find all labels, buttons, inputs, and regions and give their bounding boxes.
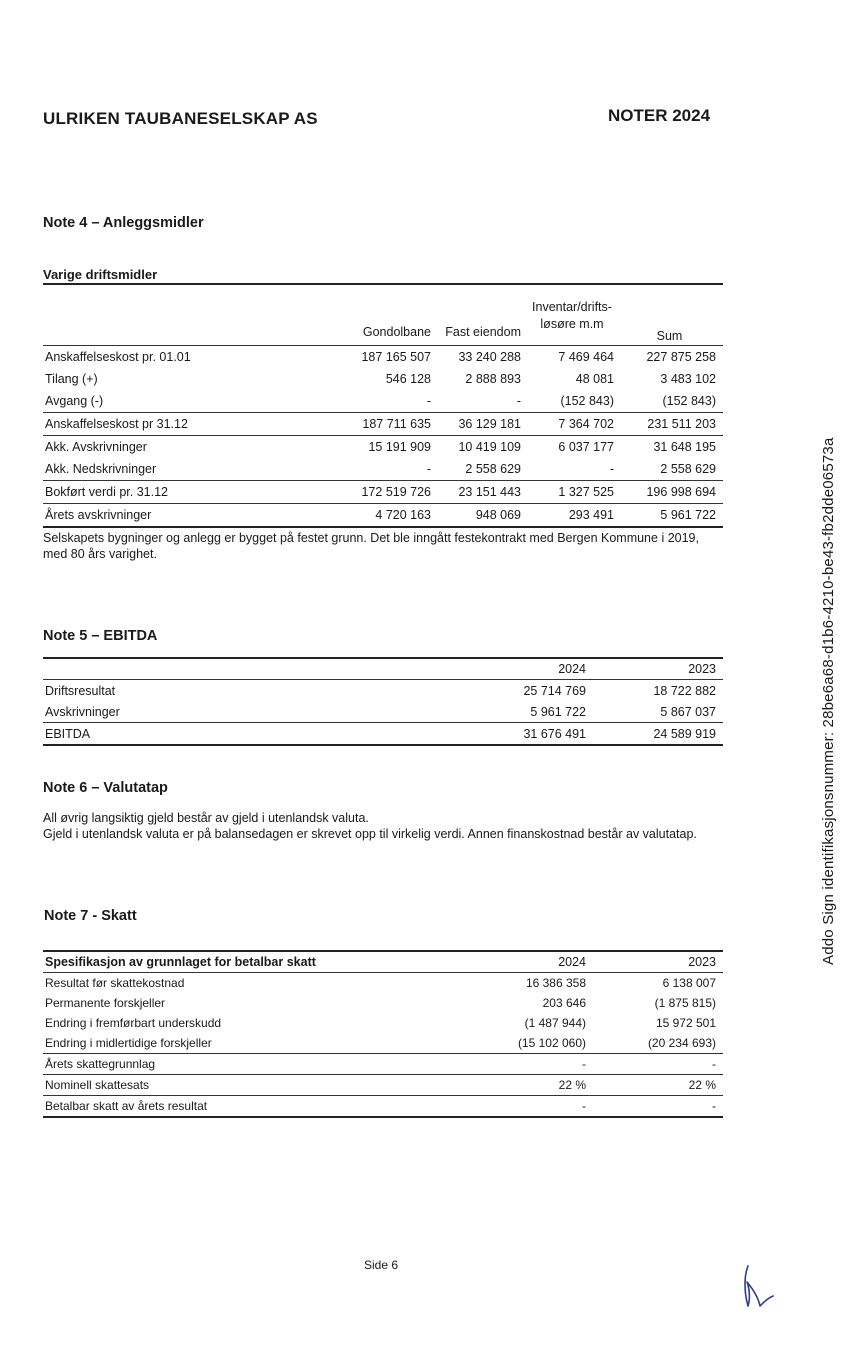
cell-value: 24 589 919 xyxy=(593,723,723,746)
cell-value: 48 081 xyxy=(575,372,614,386)
row-label: Akk. Nedskrivninger xyxy=(45,462,157,476)
cell-value: 16 386 358 xyxy=(463,973,593,994)
cell-value: 23 151 443 xyxy=(438,481,528,504)
table-row xyxy=(43,436,723,459)
table-row xyxy=(43,458,723,481)
ebitda-table xyxy=(43,657,723,746)
table-row xyxy=(43,973,723,994)
cell-value: 6 138 007 xyxy=(593,973,723,994)
cell-value: 546 128 xyxy=(385,372,431,386)
cell-value: (1 875 815) xyxy=(654,996,716,1010)
fixed-assets-table xyxy=(43,283,723,528)
note4-subtitle: Varige driftsmidler xyxy=(43,267,158,282)
note4-paragraph: Selskapets bygninger og anlegg er bygget på festet grunn. Det ble inngått festekontrakt med Bergen Kommune i 2019, med 80 års varighet. xyxy=(43,531,699,561)
cell-value: 22 % xyxy=(463,1075,593,1096)
cell-value: 10 419 109 xyxy=(438,436,528,459)
cell-value: 196 998 694 xyxy=(621,481,723,504)
note7-title: Note 7 - Skatt xyxy=(44,908,137,924)
cell-value: 36 129 181 xyxy=(438,413,528,436)
row-label: Endring i midlertidige forskjeller xyxy=(45,1036,212,1050)
col-header: 2024 xyxy=(463,951,593,973)
row-label: Akk. Avskrivninger xyxy=(43,436,313,459)
col-header: Sum xyxy=(621,284,723,346)
cell-value: - xyxy=(609,462,614,476)
table-row xyxy=(43,680,723,702)
cell-value: 2 888 893 xyxy=(465,372,521,386)
cell-value: - xyxy=(593,1096,723,1118)
note6-line2: Gjeld i utenlandsk valuta er på balansedagen er skrevet opp til virkelig verdi. Annen finanskostnad består av valutatap. xyxy=(43,827,697,841)
table-row xyxy=(43,390,723,413)
cell-value: 187 711 635 xyxy=(313,413,438,436)
row-label: Permanente forskjeller xyxy=(45,996,166,1010)
table-row xyxy=(43,1096,723,1118)
cell-value: 15 191 909 xyxy=(313,436,438,459)
col-header: Fast eiendom xyxy=(438,284,528,346)
row-label: Tilang (+) xyxy=(45,372,98,386)
cell-value: 948 069 xyxy=(438,504,528,528)
cell-value: (15 102 060) xyxy=(517,1036,586,1050)
cell-value: 2 558 629 xyxy=(465,462,521,476)
row-label: Årets avskrivninger xyxy=(43,504,313,528)
row-label: Avskrivninger xyxy=(45,704,120,719)
row-label: Betalbar skatt av årets resultat xyxy=(43,1096,463,1118)
cell-value: 7 364 702 xyxy=(528,413,621,436)
cell-value: 31 676 491 xyxy=(463,723,593,746)
col-header: Inventar/drifts- løsøre m.m xyxy=(528,284,621,346)
col-header: Gondolbane xyxy=(313,284,438,346)
cell-value: 6 037 177 xyxy=(528,436,621,459)
cell-value: - xyxy=(463,1054,593,1075)
note5-title: Note 5 – EBITDA xyxy=(43,628,158,644)
report-title: NOTER 2024 xyxy=(608,106,711,125)
cell-value: - xyxy=(593,1054,723,1075)
col-header: 2023 xyxy=(593,658,723,680)
table-row xyxy=(43,701,723,723)
tax-table xyxy=(43,950,723,1118)
cell-value: (152 843) xyxy=(662,394,716,408)
table-row xyxy=(43,504,723,528)
signature-icon xyxy=(738,1262,778,1312)
cell-value: 15 972 501 xyxy=(655,1016,716,1030)
cell-value: 25 714 769 xyxy=(463,680,593,702)
table-row xyxy=(43,413,723,436)
col-header: 2024 xyxy=(463,658,593,680)
cell-value: 203 646 xyxy=(542,996,586,1010)
table-row xyxy=(43,993,723,1013)
cell-value: 22 % xyxy=(593,1075,723,1096)
col-header: Spesifikasjon av grunnlaget for betalbar skatt xyxy=(43,951,463,973)
cell-value: 5 961 722 xyxy=(621,504,723,528)
col-header xyxy=(43,284,313,346)
cell-value: 18 722 882 xyxy=(593,680,723,702)
cell-value: (152 843) xyxy=(560,394,614,408)
col-header: 2023 xyxy=(593,951,723,973)
cell-value: 231 511 203 xyxy=(621,413,723,436)
note6-title: Note 6 – Valutatap xyxy=(43,780,168,796)
cell-value: - xyxy=(463,1096,593,1118)
cell-value: 187 165 507 xyxy=(313,346,438,369)
row-label: Årets skattegrunnlag xyxy=(43,1054,463,1075)
col-header xyxy=(43,658,463,680)
cell-value: 3 483 102 xyxy=(660,372,716,386)
row-label: Anskaffelseskost pr. 01.01 xyxy=(43,346,313,369)
table-row xyxy=(43,1054,723,1075)
row-label: Nominell skattesats xyxy=(43,1075,463,1096)
row-label: Driftsresultat xyxy=(43,680,463,702)
company-name: ULRIKEN TAUBANESELSKAP AS xyxy=(43,109,318,128)
cell-value: 1 327 525 xyxy=(528,481,621,504)
cell-value: 5 867 037 xyxy=(660,704,716,719)
cell-value: 5 961 722 xyxy=(530,704,586,719)
cell-value: 293 491 xyxy=(528,504,621,528)
cell-value: 33 240 288 xyxy=(438,346,528,369)
cell-value: 2 558 629 xyxy=(660,462,716,476)
note4-title: Note 4 – Anleggsmidler xyxy=(43,215,204,231)
cell-value: 172 519 726 xyxy=(313,481,438,504)
row-label: Avgang (-) xyxy=(45,394,104,408)
cell-value: - xyxy=(426,462,431,476)
cell-value: 31 648 195 xyxy=(621,436,723,459)
row-label: EBITDA xyxy=(43,723,463,746)
table-row xyxy=(43,1075,723,1096)
row-label: Bokført verdi pr. 31.12 xyxy=(43,481,313,504)
row-label: Resultat før skattekostnad xyxy=(43,973,463,994)
cell-value: - xyxy=(426,394,431,408)
table-row xyxy=(43,1013,723,1033)
table-row xyxy=(43,368,723,390)
table-row xyxy=(43,1033,723,1054)
table-row xyxy=(43,723,723,746)
cell-value: (20 234 693) xyxy=(647,1036,716,1050)
cell-value: 227 875 258 xyxy=(621,346,723,369)
row-label: Endring i fremførbart underskudd xyxy=(45,1016,222,1030)
page-number: Side 6 xyxy=(364,1258,399,1272)
cell-value: - xyxy=(516,394,521,408)
table-row xyxy=(43,346,723,369)
cell-value: (1 487 944) xyxy=(524,1016,586,1030)
table-row xyxy=(43,481,723,504)
cell-value: 4 720 163 xyxy=(313,504,438,528)
row-label: Anskaffelseskost pr 31.12 xyxy=(43,413,313,436)
signature-id-text: Addo Sign identifikasjonsnummer: 28be6a68-d1b6-4210-be43-fb2dde06573a xyxy=(820,437,837,965)
cell-value: 7 469 464 xyxy=(528,346,621,369)
note6-line1: All øvrig langsiktig gjeld består av gjeld i utenlandsk valuta. xyxy=(43,811,369,825)
